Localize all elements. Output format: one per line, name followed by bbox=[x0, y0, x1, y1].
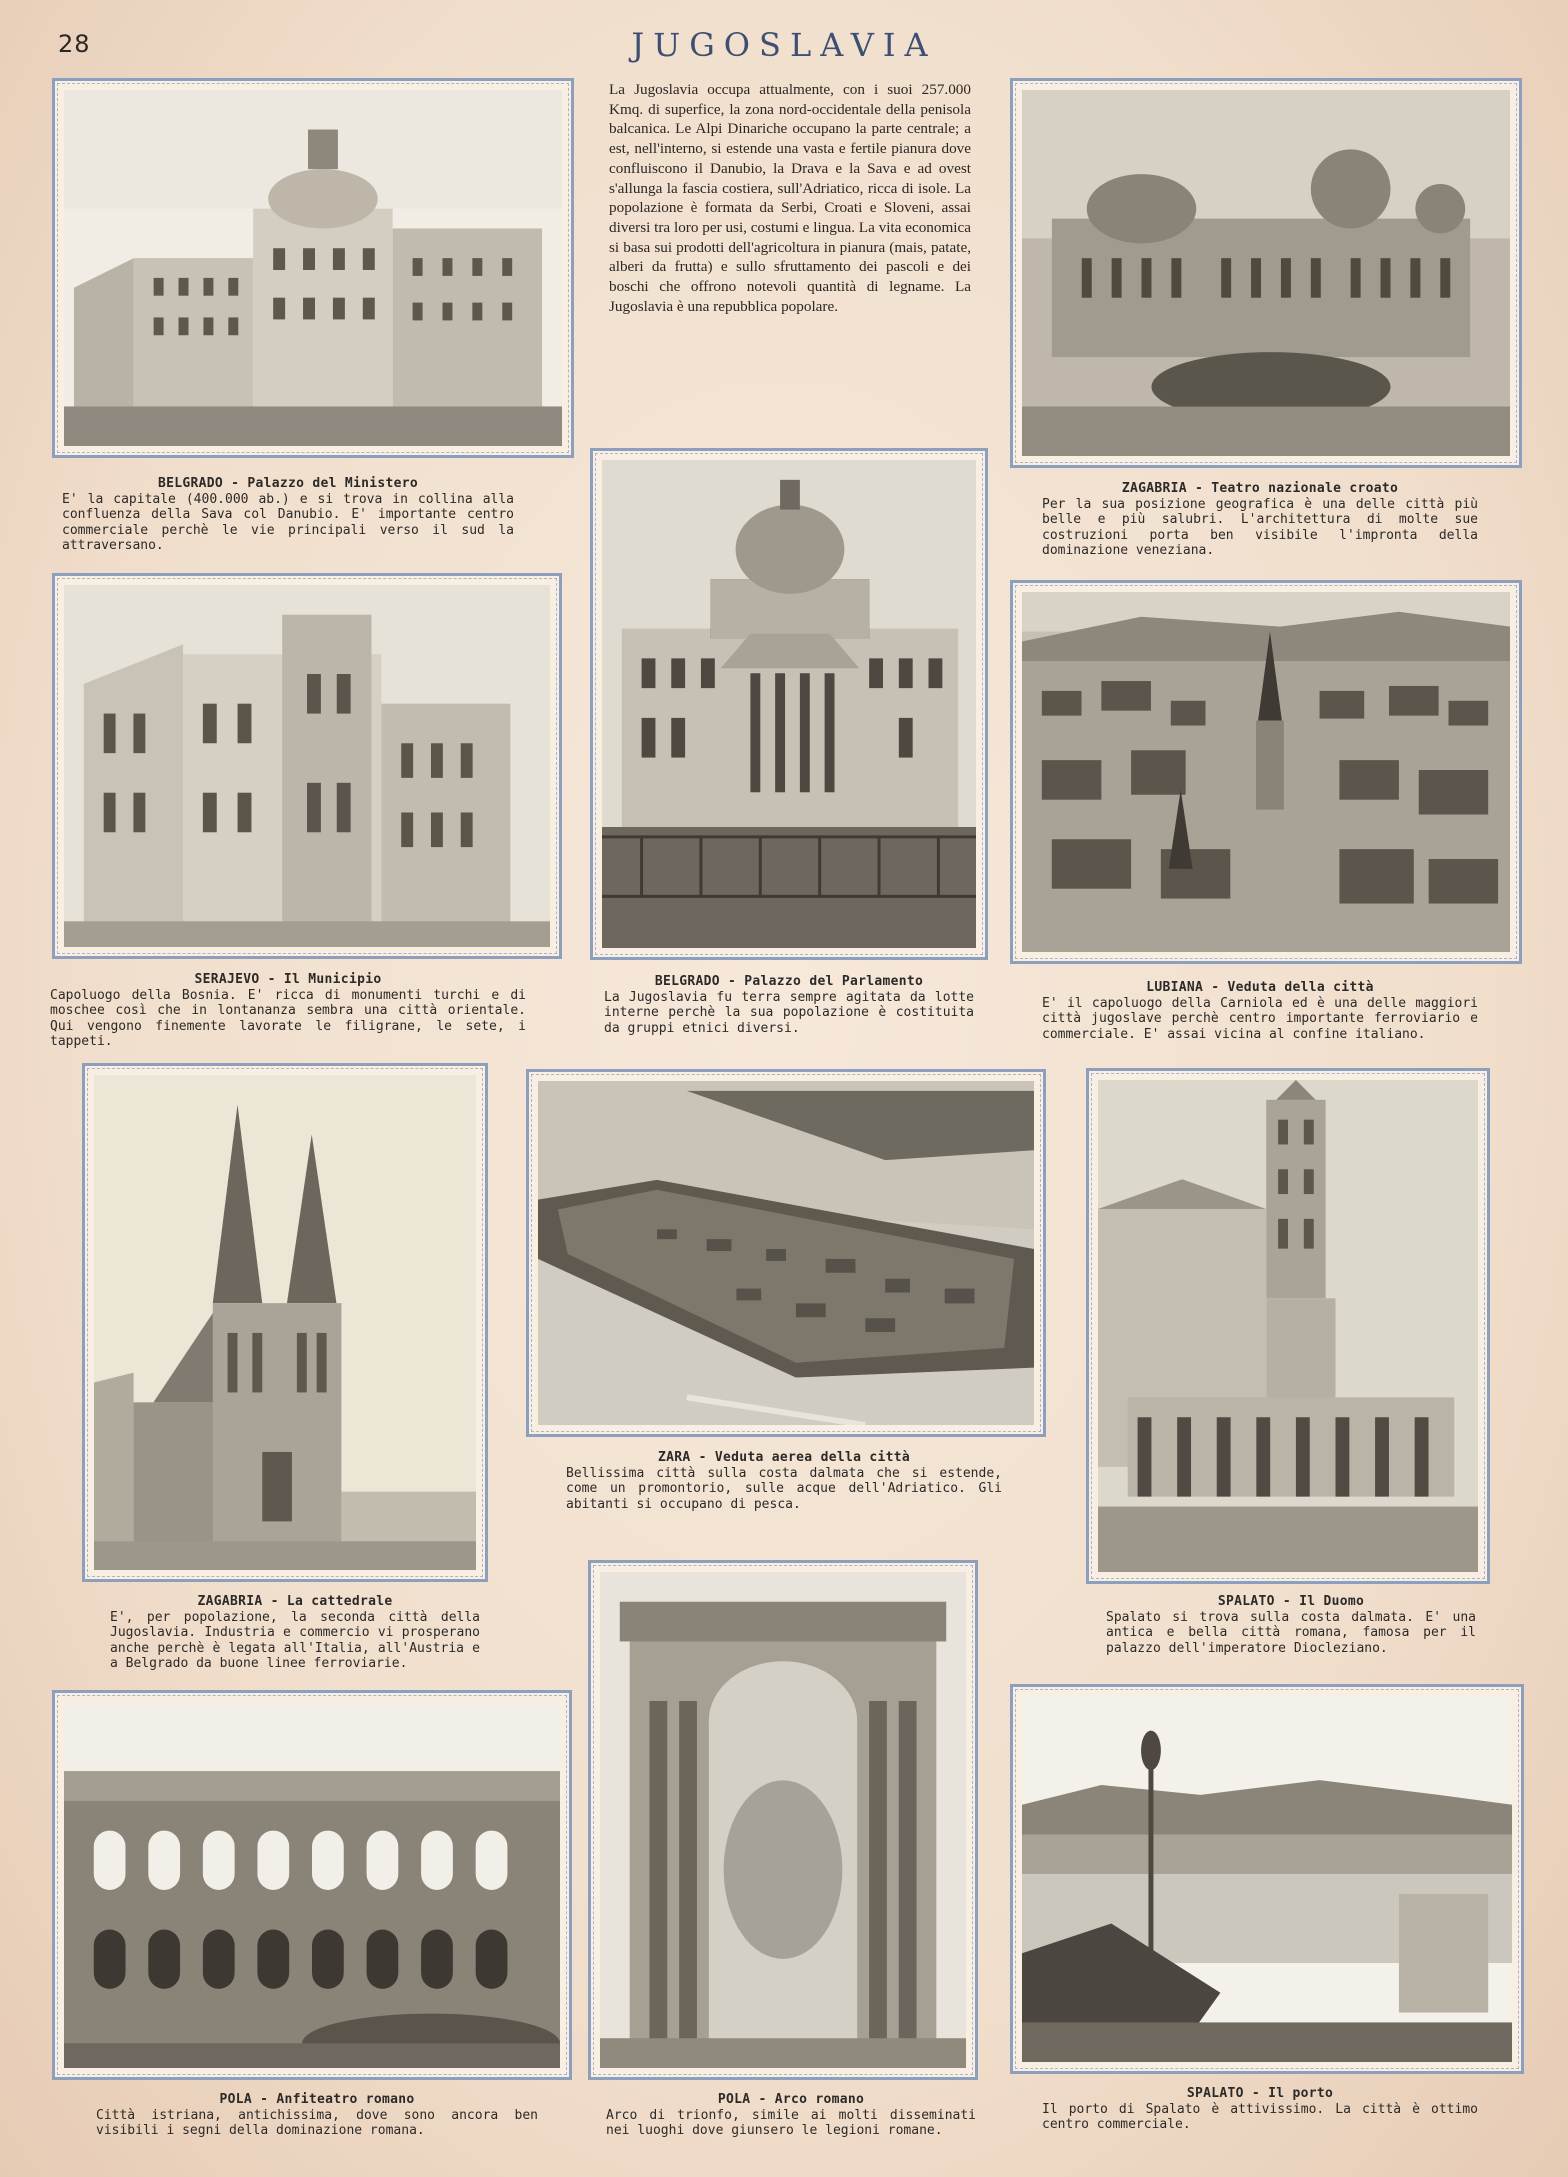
caption-text: E', per popolazione, la seconda città della Jugoslavia. Industria e commercio vi prosperano anche perchè è legata all'Italia, all'Austria e a Belgrado da buone linee ferroviarie. bbox=[110, 1609, 480, 1671]
photo-zara-veduta-aerea bbox=[526, 1069, 1046, 1437]
caption-text: Per la sua posizione geografica è una delle città più belle e più salubri. L'architettura di molte sue costruzioni porta ben visibile l'impronta della dominazione veneziana. bbox=[1042, 496, 1478, 558]
photo-belgrado-ministero bbox=[52, 78, 574, 458]
caption-title: POLA - Anfiteatro romano bbox=[219, 2092, 415, 2107]
photo-spalato-duomo bbox=[1086, 1068, 1490, 1584]
photo-spalato-porto bbox=[1010, 1684, 1524, 2074]
caption-spalato-porto bbox=[1042, 2086, 1478, 2133]
caption-belgrado-ministero bbox=[62, 476, 514, 554]
caption-text: La Jugoslavia fu terra sempre agitata da lotte interne perchè la sua popolazione è costituita da gruppi etnici diversi. bbox=[604, 989, 974, 1036]
caption-title: ZAGABRIA - Teatro nazionale croato bbox=[1121, 481, 1399, 496]
page-number: 28 bbox=[58, 30, 91, 58]
photo-zagabria-cattedrale bbox=[82, 1063, 488, 1582]
caption-zara-veduta-aerea bbox=[566, 1450, 1002, 1512]
photo-serajevo-municipio bbox=[52, 573, 562, 959]
caption-title: SERAJEVO - Il Municipio bbox=[194, 972, 382, 987]
page-title: JUGOSLAVIA bbox=[631, 26, 937, 64]
caption-text: E' il capoluogo della Carniola ed è una delle maggiori città jugoslave perchè centro importante ferroviario e commerciale. E' assai vicina al confine italiano. bbox=[1042, 995, 1478, 1042]
caption-pola-anfiteatro bbox=[96, 2092, 538, 2139]
caption-zagabria-teatro bbox=[1042, 481, 1478, 559]
caption-text: E' la capitale (400.000 ab.) e si trova in collina alla confluenza della Sava col Danubio. E' importante centro commerciale perchè le vie principali verso il sud la attraversano. bbox=[62, 491, 514, 553]
caption-title: SPALATO - Il porto bbox=[1186, 2086, 1334, 2101]
caption-belgrado-parlamento bbox=[604, 974, 974, 1036]
intro-paragraph: La Jugoslavia occupa attualmente, con i suoi 257.000 Kmq. di superfice, la zona nord-occidentale della penisola balcanica. Le Alpi Dinariche occupano la parte centrale; a est, nell'interno, si estende una vasta e fertile pianura dove confluiscono il Danubio, la Drava e la Sava e ad ovest s'allunga la fascia costiera, sull'Adriatico, ricca di isole. La popolazione è formata da Serbi, Croati e Sloveni, assai diversi tra loro per usi, costumi e lingua. La vita economica si basa sui prodotti dell'agricoltura in pianura (mais, patate, alberi da frutta) e sullo sfruttamento dei pascoli e dei boschi che offrono notevoli quantità di legname. La Jugoslavia è una repubblica popolare. bbox=[609, 81, 971, 315]
caption-title: ZAGABRIA - La cattedrale bbox=[197, 1594, 393, 1609]
caption-title: ZARA - Veduta aerea della città bbox=[658, 1450, 910, 1465]
caption-zagabria-cattedrale bbox=[110, 1594, 480, 1672]
caption-text: Spalato si trova sulla costa dalmata. E' una antica e bella città romana, famosa per il palazzo dell'imperatore Diocleziano. bbox=[1106, 1609, 1476, 1656]
caption-pola-arco bbox=[606, 2092, 976, 2139]
caption-title: LUBIANA - Veduta della città bbox=[1146, 980, 1374, 995]
caption-title: POLA - Arco romano bbox=[717, 2092, 865, 2107]
caption-lubiana-veduta bbox=[1042, 980, 1478, 1042]
caption-title: BELGRADO - Palazzo del Parlamento bbox=[654, 974, 924, 989]
caption-text: Arco di trionfo, simile ai molti disseminati nei luoghi dove giunsero le legioni romane. bbox=[606, 2107, 976, 2138]
caption-text: Città istriana, antichissima, dove sono ancora ben visibili i segni della dominazione romana. bbox=[96, 2107, 538, 2138]
photo-zagabria-teatro bbox=[1010, 78, 1522, 468]
photo-lubiana-veduta bbox=[1010, 580, 1522, 964]
caption-title: SPALATO - Il Duomo bbox=[1217, 1594, 1365, 1609]
caption-serajevo-municipio bbox=[50, 972, 526, 1050]
caption-spalato-duomo bbox=[1106, 1594, 1476, 1656]
photo-pola-arco bbox=[588, 1560, 978, 2080]
caption-text: Capoluogo della Bosnia. E' ricca di monumenti turchi e di moschee così che in lontananza sembra una città orientale. Qui vengono finemente lavorate le filigrane, le sete, i tappeti. bbox=[50, 987, 526, 1049]
caption-text: Il porto di Spalato è attivissimo. La città è ottimo centro commerciale. bbox=[1042, 2101, 1478, 2132]
photo-pola-anfiteatro bbox=[52, 1690, 572, 2080]
photo-belgrado-parlamento bbox=[590, 448, 988, 960]
caption-title: BELGRADO - Palazzo del Ministero bbox=[157, 476, 419, 491]
caption-text: Bellissima città sulla costa dalmata che si estende, come un promontorio, sulle acque dell'Adriatico. Gli abitanti si occupano di pesca. bbox=[566, 1465, 1002, 1512]
